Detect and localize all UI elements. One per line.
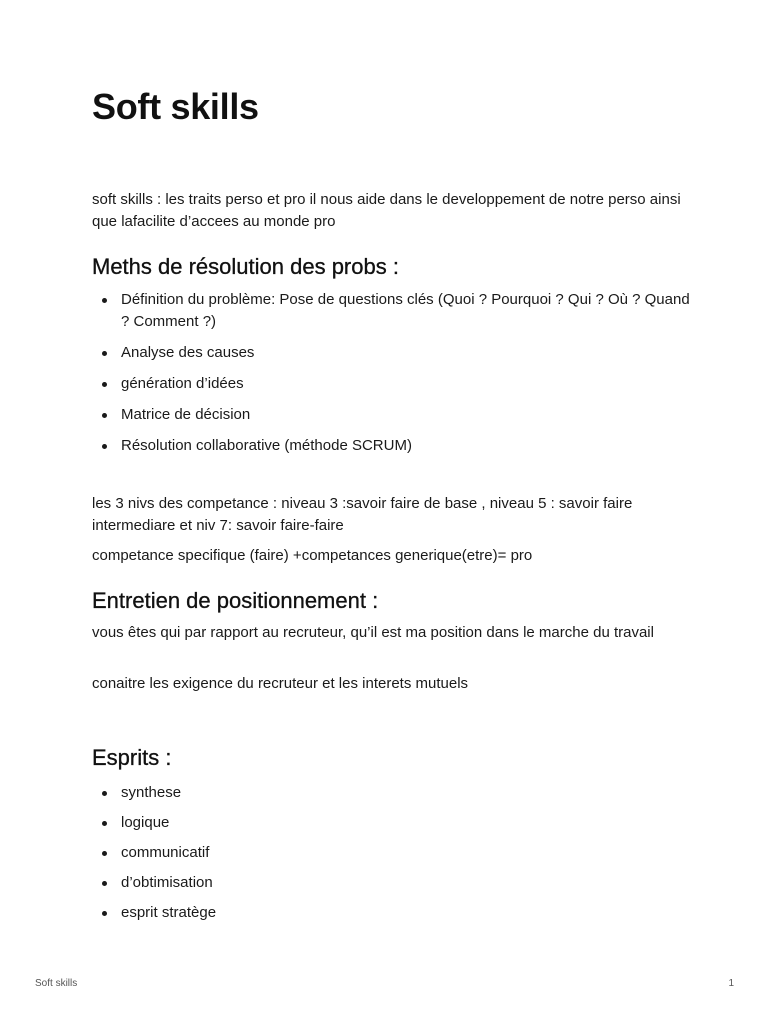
- section-heading-esprits: Esprits :: [92, 745, 172, 770]
- section-heading-resolution: Meths de résolution des probs :: [92, 254, 399, 279]
- list-item-text: génération d’idées: [121, 375, 244, 392]
- list-item: [92, 404, 692, 426]
- list-item-text: Matrice de décision: [121, 406, 251, 423]
- bullet-icon: [102, 911, 107, 916]
- positioning-paragraph-2: conaitre les exigence du recruteur et les interets mutuels: [92, 675, 469, 692]
- esprits-list: [92, 782, 692, 932]
- list-item-text: logique: [121, 814, 170, 831]
- competence-formula-paragraph: competance specifique (faire) +competances generique(etre)= pro: [92, 547, 533, 564]
- list-item: [92, 872, 692, 894]
- list-item-text: communicatif: [121, 844, 210, 861]
- list-item-text: esprit stratège: [121, 904, 217, 921]
- bullet-icon: [102, 351, 107, 356]
- intro-paragraph: soft skills : les traits perso et pro il nous aide dans le developpement de notre perso ainsi que lafacilite d’accees au monde pro: [92, 191, 681, 230]
- bullet-icon: [102, 851, 107, 856]
- list-item-text: d’obtimisation: [121, 874, 213, 891]
- list-item-text: Analyse des causes: [121, 344, 255, 361]
- list-item: [92, 812, 692, 834]
- list-item: [92, 435, 692, 457]
- list-item-text: Définition du problème: Pose de questions clés (Quoi ? Pourquoi ? Qui ? Où ? Quand ? Comment ?): [121, 291, 690, 330]
- section-heading-positioning: Entretien de positionnement :: [92, 588, 379, 613]
- list-item: [92, 842, 692, 864]
- bullet-icon: [102, 791, 107, 796]
- bullet-icon: [102, 382, 107, 387]
- list-item-text: synthese: [121, 784, 182, 801]
- bullet-icon: [102, 821, 107, 826]
- list-item: [92, 902, 692, 924]
- footer-page-number: 1: [728, 978, 734, 989]
- competence-levels-paragraph: les 3 nivs des competance : niveau 3 :savoir faire de base , niveau 5 : savoir faire intermediare et niv 7: savoir faire-faire: [92, 495, 633, 534]
- list-item-text: Résolution collaborative (méthode SCRUM): [121, 437, 412, 454]
- positioning-paragraph-1: vous êtes qui par rapport au recruteur, qu’il est ma position dans le marche du travail: [92, 624, 654, 641]
- bullet-icon: [102, 298, 107, 303]
- bullet-icon: [102, 413, 107, 418]
- bullet-icon: [102, 881, 107, 886]
- list-item: [92, 289, 692, 333]
- resolution-methods-list: [92, 289, 692, 466]
- page-title: Soft skills: [92, 86, 259, 127]
- footer-document-title: Soft skills: [35, 978, 78, 989]
- list-item: [92, 373, 692, 395]
- list-item: [92, 342, 692, 364]
- list-item: [92, 782, 692, 804]
- bullet-icon: [102, 444, 107, 449]
